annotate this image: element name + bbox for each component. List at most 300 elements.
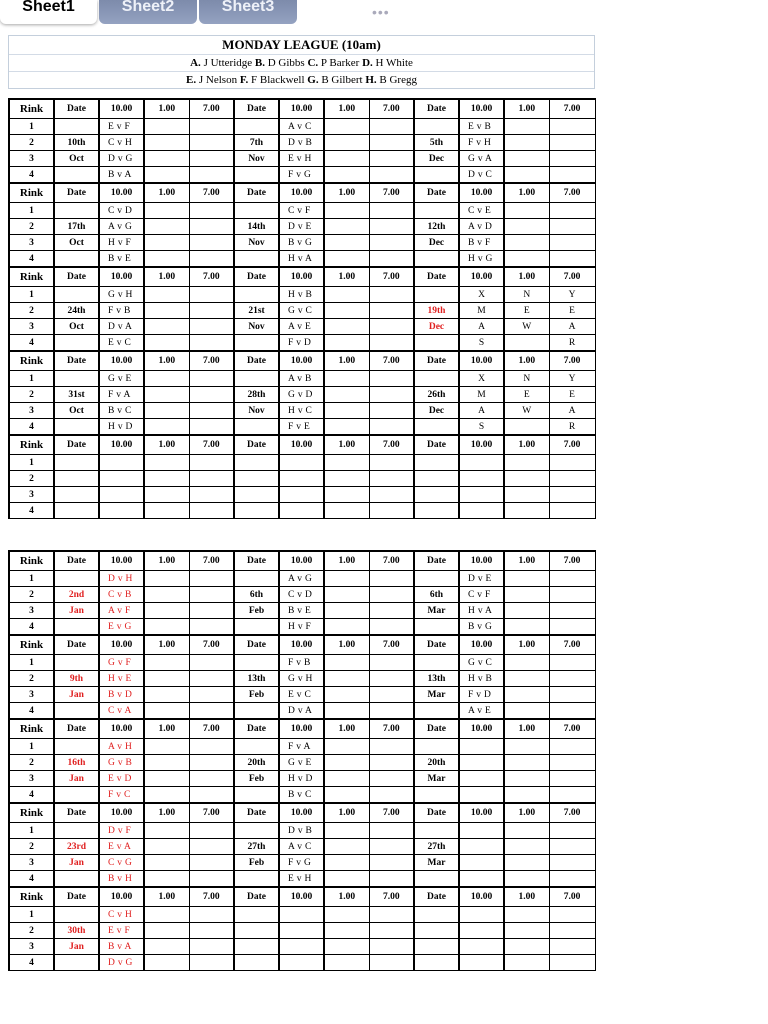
time-header-10-00[interactable]: 10.00 [99, 635, 144, 655]
match-cell-7pm[interactable] [549, 955, 595, 971]
match-cell-1pm[interactable] [504, 235, 549, 251]
date-cell[interactable] [54, 739, 99, 755]
time-header-1-00[interactable]: 1.00 [324, 635, 369, 655]
time-header-10-00[interactable]: 10.00 [279, 551, 324, 571]
date-cell[interactable] [234, 571, 279, 587]
fixture-day[interactable]: 13th [234, 671, 279, 687]
time-header-10-00[interactable]: 10.00 [459, 351, 504, 371]
match-cell-7pm[interactable] [549, 587, 595, 603]
date-header[interactable]: Date [414, 351, 459, 371]
date-header[interactable]: Date [234, 551, 279, 571]
match-cell[interactable]: D v G [99, 955, 144, 971]
fixture-month[interactable]: Mar [414, 687, 459, 703]
time-header-1-00[interactable]: 1.00 [324, 887, 369, 907]
match-cell[interactable] [279, 487, 324, 503]
match-cell-7pm[interactable] [189, 907, 234, 923]
match-cell[interactable]: G v C [459, 655, 504, 671]
date-cell[interactable] [234, 703, 279, 720]
match-cell-1pm[interactable] [324, 455, 369, 471]
match-cell[interactable]: A v F [99, 603, 144, 619]
greeting-letter[interactable]: M [459, 387, 504, 403]
time-header-7-00[interactable]: 7.00 [189, 183, 234, 203]
time-header-1-00[interactable]: 1.00 [504, 551, 549, 571]
rink-header[interactable]: Rink [9, 183, 54, 203]
greeting-letter[interactable]: A [459, 403, 504, 419]
time-header-1-00[interactable]: 1.00 [144, 551, 189, 571]
match-cell[interactable]: B v D [99, 687, 144, 703]
match-cell-7pm[interactable] [549, 135, 595, 151]
date-cell[interactable] [54, 787, 99, 804]
match-cell[interactable]: E v F [99, 119, 144, 135]
date-cell[interactable] [54, 571, 99, 587]
match-cell-1pm[interactable] [324, 119, 369, 135]
date-cell[interactable] [54, 703, 99, 720]
match-cell-7pm[interactable] [189, 219, 234, 235]
match-cell[interactable]: F v H [459, 135, 504, 151]
rink-number[interactable]: 1 [9, 203, 54, 219]
fixture-day[interactable]: 26th [414, 387, 459, 403]
date-header[interactable]: Date [54, 887, 99, 907]
match-cell-1pm[interactable] [144, 371, 189, 387]
match-cell-7pm[interactable] [189, 955, 234, 971]
match-cell-1pm[interactable] [504, 755, 549, 771]
time-header-7-00[interactable]: 7.00 [189, 351, 234, 371]
match-cell[interactable]: H v G [459, 251, 504, 268]
match-cell[interactable] [279, 939, 324, 955]
match-cell[interactable]: C v F [279, 203, 324, 219]
fixture-day[interactable]: 28th [234, 387, 279, 403]
match-cell-1pm[interactable] [144, 955, 189, 971]
match-cell-7pm[interactable] [549, 619, 595, 636]
date-cell[interactable] [414, 703, 459, 720]
match-cell-1pm[interactable] [324, 703, 369, 720]
match-cell-7pm[interactable] [549, 503, 595, 519]
match-cell-1pm[interactable] [144, 335, 189, 352]
match-cell-7pm[interactable] [369, 739, 414, 755]
time-header-7-00[interactable]: 7.00 [369, 351, 414, 371]
fixture-month[interactable] [234, 487, 279, 503]
greeting-letter[interactable] [504, 419, 549, 436]
match-cell-7pm[interactable] [369, 371, 414, 387]
time-header-1-00[interactable]: 1.00 [504, 887, 549, 907]
match-cell-1pm[interactable] [504, 923, 549, 939]
time-header-7-00[interactable]: 7.00 [189, 551, 234, 571]
time-header-1-00[interactable]: 1.00 [324, 803, 369, 823]
fixture-day[interactable]: 10th [54, 135, 99, 151]
fixture-month[interactable]: Feb [234, 771, 279, 787]
match-cell[interactable]: C v A [99, 703, 144, 720]
match-cell-7pm[interactable] [549, 923, 595, 939]
time-header-1-00[interactable]: 1.00 [144, 435, 189, 455]
match-cell-7pm[interactable] [549, 871, 595, 888]
match-cell-1pm[interactable] [144, 939, 189, 955]
date-header[interactable]: Date [234, 267, 279, 287]
time-header-7-00[interactable]: 7.00 [189, 803, 234, 823]
match-cell-1pm[interactable] [324, 907, 369, 923]
match-cell-1pm[interactable] [324, 287, 369, 303]
match-cell[interactable]: D v F [99, 823, 144, 839]
fixture-month[interactable]: Oct [54, 235, 99, 251]
match-cell-1pm[interactable] [324, 855, 369, 871]
match-cell-7pm[interactable] [189, 571, 234, 587]
date-header[interactable]: Date [414, 183, 459, 203]
date-header[interactable]: Date [54, 435, 99, 455]
fixture-day[interactable]: 17th [54, 219, 99, 235]
match-cell[interactable]: C v G [99, 855, 144, 871]
match-cell-1pm[interactable] [504, 655, 549, 671]
match-cell-1pm[interactable] [504, 151, 549, 167]
match-cell[interactable]: D v C [459, 167, 504, 184]
time-header-1-00[interactable]: 1.00 [144, 267, 189, 287]
greeting-letter[interactable]: E [549, 387, 595, 403]
match-cell-1pm[interactable] [144, 319, 189, 335]
match-cell[interactable]: D v E [279, 219, 324, 235]
match-cell[interactable]: F v G [279, 855, 324, 871]
match-cell-1pm[interactable] [324, 755, 369, 771]
match-cell-7pm[interactable] [369, 219, 414, 235]
time-header-10-00[interactable]: 10.00 [459, 635, 504, 655]
match-cell[interactable]: H v D [279, 771, 324, 787]
fixture-day[interactable]: 16th [54, 755, 99, 771]
match-cell-7pm[interactable] [189, 151, 234, 167]
fixture-month[interactable]: Jan [54, 687, 99, 703]
time-header-7-00[interactable]: 7.00 [549, 803, 595, 823]
date-cell[interactable] [54, 907, 99, 923]
match-cell-1pm[interactable] [144, 587, 189, 603]
date-header[interactable]: Date [414, 803, 459, 823]
rink-number[interactable]: 2 [9, 135, 54, 151]
match-cell-1pm[interactable] [504, 855, 549, 871]
match-cell[interactable]: B v C [279, 787, 324, 804]
rink-number[interactable]: 4 [9, 167, 54, 184]
greeting-letter[interactable]: E [549, 303, 595, 319]
rink-header[interactable]: Rink [9, 887, 54, 907]
time-header-7-00[interactable]: 7.00 [549, 635, 595, 655]
date-cell[interactable] [414, 739, 459, 755]
match-cell-1pm[interactable] [504, 203, 549, 219]
match-cell[interactable]: C v D [99, 203, 144, 219]
match-cell-1pm[interactable] [324, 471, 369, 487]
match-cell-1pm[interactable] [324, 487, 369, 503]
date-cell[interactable] [54, 955, 99, 971]
time-header-7-00[interactable]: 7.00 [369, 183, 414, 203]
match-cell[interactable]: A v C [279, 119, 324, 135]
match-cell[interactable]: H v E [99, 671, 144, 687]
match-cell-7pm[interactable] [369, 687, 414, 703]
match-cell-7pm[interactable] [369, 335, 414, 352]
time-header-10-00[interactable]: 10.00 [99, 99, 144, 119]
time-header-7-00[interactable]: 7.00 [189, 635, 234, 655]
match-cell[interactable]: D v A [99, 319, 144, 335]
time-header-1-00[interactable]: 1.00 [504, 99, 549, 119]
date-cell[interactable] [234, 251, 279, 268]
greeting-letter[interactable]: Y [549, 371, 595, 387]
match-cell-7pm[interactable] [189, 671, 234, 687]
date-cell[interactable] [414, 619, 459, 636]
match-cell-1pm[interactable] [144, 907, 189, 923]
match-cell[interactable]: F v G [279, 167, 324, 184]
match-cell-1pm[interactable] [504, 687, 549, 703]
match-cell-1pm[interactable] [324, 787, 369, 804]
date-cell[interactable] [234, 287, 279, 303]
match-cell-1pm[interactable] [324, 319, 369, 335]
match-cell-1pm[interactable] [324, 619, 369, 636]
fixture-month[interactable] [234, 939, 279, 955]
fixture-month[interactable] [414, 939, 459, 955]
match-cell-1pm[interactable] [324, 167, 369, 184]
date-cell[interactable] [414, 455, 459, 471]
match-cell-1pm[interactable] [504, 939, 549, 955]
match-cell-7pm[interactable] [369, 703, 414, 720]
match-cell[interactable]: H v B [279, 287, 324, 303]
time-header-1-00[interactable]: 1.00 [324, 99, 369, 119]
rink-number[interactable]: 2 [9, 839, 54, 855]
match-cell[interactable]: C v B [99, 587, 144, 603]
match-cell[interactable] [459, 771, 504, 787]
date-header[interactable]: Date [414, 267, 459, 287]
match-cell-1pm[interactable] [324, 503, 369, 519]
match-cell-7pm[interactable] [549, 235, 595, 251]
fixture-month[interactable]: Feb [234, 603, 279, 619]
greeting-letter[interactable]: A [459, 319, 504, 335]
fixture-month[interactable]: Nov [234, 319, 279, 335]
match-cell[interactable] [279, 907, 324, 923]
match-cell[interactable] [459, 787, 504, 804]
date-cell[interactable] [414, 503, 459, 519]
match-cell-7pm[interactable] [549, 603, 595, 619]
match-cell-1pm[interactable] [504, 603, 549, 619]
match-cell[interactable]: D v A [279, 703, 324, 720]
date-cell[interactable] [234, 823, 279, 839]
date-cell[interactable] [414, 371, 459, 387]
match-cell-1pm[interactable] [144, 151, 189, 167]
fixture-day[interactable] [414, 923, 459, 939]
match-cell-7pm[interactable] [549, 455, 595, 471]
match-cell-1pm[interactable] [504, 703, 549, 720]
date-cell[interactable] [54, 203, 99, 219]
time-header-10-00[interactable]: 10.00 [459, 267, 504, 287]
match-cell-1pm[interactable] [144, 871, 189, 888]
match-cell-1pm[interactable] [504, 455, 549, 471]
match-cell[interactable] [459, 955, 504, 971]
match-cell-7pm[interactable] [369, 755, 414, 771]
date-header[interactable]: Date [54, 351, 99, 371]
match-cell[interactable]: F v D [279, 335, 324, 352]
time-header-10-00[interactable]: 10.00 [99, 887, 144, 907]
date-header[interactable]: Date [414, 99, 459, 119]
date-cell[interactable] [414, 167, 459, 184]
match-cell-7pm[interactable] [189, 703, 234, 720]
match-cell-1pm[interactable] [324, 403, 369, 419]
match-cell-1pm[interactable] [324, 235, 369, 251]
time-header-10-00[interactable]: 10.00 [279, 635, 324, 655]
match-cell-1pm[interactable] [324, 203, 369, 219]
fixture-month[interactable]: Nov [234, 235, 279, 251]
match-cell-1pm[interactable] [144, 687, 189, 703]
match-cell-1pm[interactable] [324, 387, 369, 403]
time-header-7-00[interactable]: 7.00 [369, 551, 414, 571]
greeting-letter[interactable]: W [504, 403, 549, 419]
time-header-1-00[interactable]: 1.00 [324, 719, 369, 739]
rink-number[interactable]: 3 [9, 687, 54, 703]
date-cell[interactable] [54, 619, 99, 636]
rink-number[interactable]: 2 [9, 387, 54, 403]
match-cell-7pm[interactable] [369, 771, 414, 787]
match-cell[interactable]: B v G [279, 235, 324, 251]
match-cell-7pm[interactable] [369, 855, 414, 871]
fixture-day[interactable]: 24th [54, 303, 99, 319]
match-cell[interactable]: F v E [279, 419, 324, 436]
match-cell-1pm[interactable] [504, 587, 549, 603]
date-cell[interactable] [234, 119, 279, 135]
match-cell-1pm[interactable] [504, 487, 549, 503]
time-header-10-00[interactable]: 10.00 [99, 719, 144, 739]
match-cell[interactable]: F v B [99, 303, 144, 319]
rink-header[interactable]: Rink [9, 351, 54, 371]
date-cell[interactable] [234, 787, 279, 804]
fixture-day[interactable] [414, 471, 459, 487]
time-header-7-00[interactable]: 7.00 [549, 719, 595, 739]
match-cell-7pm[interactable] [189, 319, 234, 335]
match-cell-1pm[interactable] [504, 135, 549, 151]
fixture-day[interactable]: 19th [414, 303, 459, 319]
match-cell[interactable]: D v B [279, 823, 324, 839]
match-cell[interactable]: H v B [459, 671, 504, 687]
match-cell-7pm[interactable] [189, 235, 234, 251]
match-cell-7pm[interactable] [189, 655, 234, 671]
rink-number[interactable]: 3 [9, 319, 54, 335]
match-cell-1pm[interactable] [324, 251, 369, 268]
match-cell-1pm[interactable] [504, 955, 549, 971]
match-cell[interactable]: B v G [459, 619, 504, 636]
match-cell-7pm[interactable] [189, 287, 234, 303]
match-cell-7pm[interactable] [369, 823, 414, 839]
date-cell[interactable] [234, 203, 279, 219]
match-cell-1pm[interactable] [324, 151, 369, 167]
match-cell[interactable] [459, 823, 504, 839]
match-cell-1pm[interactable] [504, 907, 549, 923]
time-header-10-00[interactable]: 10.00 [459, 887, 504, 907]
match-cell-7pm[interactable] [549, 203, 595, 219]
match-cell-7pm[interactable] [369, 487, 414, 503]
match-cell-1pm[interactable] [504, 471, 549, 487]
date-header[interactable]: Date [414, 551, 459, 571]
fixture-day[interactable]: 30th [54, 923, 99, 939]
match-cell-1pm[interactable] [504, 251, 549, 268]
fixture-day[interactable]: 27th [414, 839, 459, 855]
greeting-letter[interactable]: A [549, 319, 595, 335]
date-header[interactable]: Date [234, 803, 279, 823]
match-cell[interactable]: E v F [99, 923, 144, 939]
match-cell-1pm[interactable] [144, 219, 189, 235]
fixture-day[interactable]: 6th [234, 587, 279, 603]
match-cell-1pm[interactable] [144, 455, 189, 471]
time-header-10-00[interactable]: 10.00 [99, 267, 144, 287]
rink-number[interactable]: 1 [9, 655, 54, 671]
match-cell[interactable]: B v C [99, 403, 144, 419]
fixture-day[interactable]: 27th [234, 839, 279, 855]
rink-number[interactable]: 1 [9, 907, 54, 923]
match-cell-1pm[interactable] [504, 839, 549, 855]
match-cell-7pm[interactable] [549, 119, 595, 135]
rink-number[interactable]: 4 [9, 787, 54, 804]
rink-number[interactable]: 4 [9, 419, 54, 436]
match-cell-7pm[interactable] [189, 403, 234, 419]
fixture-day[interactable]: 2nd [54, 587, 99, 603]
match-cell-7pm[interactable] [189, 419, 234, 436]
time-header-10-00[interactable]: 10.00 [459, 183, 504, 203]
match-cell-1pm[interactable] [144, 503, 189, 519]
match-cell-7pm[interactable] [189, 923, 234, 939]
rink-number[interactable]: 2 [9, 755, 54, 771]
time-header-7-00[interactable]: 7.00 [549, 351, 595, 371]
fixture-day[interactable]: 7th [234, 135, 279, 151]
match-cell-7pm[interactable] [189, 335, 234, 352]
date-header[interactable]: Date [234, 719, 279, 739]
fixture-month[interactable]: Mar [414, 603, 459, 619]
match-cell-1pm[interactable] [144, 487, 189, 503]
date-cell[interactable] [414, 823, 459, 839]
match-cell-1pm[interactable] [144, 387, 189, 403]
time-header-7-00[interactable]: 7.00 [189, 267, 234, 287]
rink-number[interactable]: 2 [9, 303, 54, 319]
match-cell[interactable]: B v A [99, 167, 144, 184]
match-cell-7pm[interactable] [189, 371, 234, 387]
match-cell-1pm[interactable] [324, 219, 369, 235]
match-cell-1pm[interactable] [504, 671, 549, 687]
rink-number[interactable]: 1 [9, 287, 54, 303]
date-cell[interactable] [234, 371, 279, 387]
match-cell[interactable]: A v E [279, 319, 324, 335]
match-cell[interactable]: E v C [279, 687, 324, 703]
rink-number[interactable]: 1 [9, 739, 54, 755]
rink-number[interactable]: 2 [9, 471, 54, 487]
match-cell-7pm[interactable] [369, 319, 414, 335]
fixture-day[interactable]: 20th [414, 755, 459, 771]
match-cell[interactable] [459, 923, 504, 939]
date-header[interactable]: Date [54, 719, 99, 739]
match-cell-1pm[interactable] [144, 671, 189, 687]
match-cell[interactable]: A v G [279, 571, 324, 587]
match-cell-1pm[interactable] [324, 587, 369, 603]
fixture-month[interactable]: Mar [414, 855, 459, 871]
match-cell-7pm[interactable] [369, 787, 414, 804]
match-cell-7pm[interactable] [189, 755, 234, 771]
match-cell-1pm[interactable] [324, 671, 369, 687]
time-header-7-00[interactable]: 7.00 [189, 887, 234, 907]
date-header[interactable]: Date [414, 435, 459, 455]
greeting-letter[interactable]: Y [549, 287, 595, 303]
time-header-1-00[interactable]: 1.00 [324, 351, 369, 371]
match-cell[interactable]: A v C [279, 839, 324, 855]
date-cell[interactable] [414, 871, 459, 888]
match-cell-1pm[interactable] [144, 619, 189, 636]
fixture-month[interactable]: Jan [54, 855, 99, 871]
match-cell-7pm[interactable] [369, 455, 414, 471]
match-cell-7pm[interactable] [189, 303, 234, 319]
match-cell-7pm[interactable] [369, 587, 414, 603]
match-cell[interactable]: C v D [279, 587, 324, 603]
match-cell-7pm[interactable] [549, 855, 595, 871]
time-header-1-00[interactable]: 1.00 [324, 551, 369, 571]
match-cell-7pm[interactable] [369, 303, 414, 319]
fixture-day[interactable]: 12th [414, 219, 459, 235]
match-cell-7pm[interactable] [549, 839, 595, 855]
match-cell-7pm[interactable] [369, 471, 414, 487]
match-cell-7pm[interactable] [549, 655, 595, 671]
fixture-month[interactable]: Oct [54, 319, 99, 335]
greeting-letter[interactable]: E [504, 303, 549, 319]
